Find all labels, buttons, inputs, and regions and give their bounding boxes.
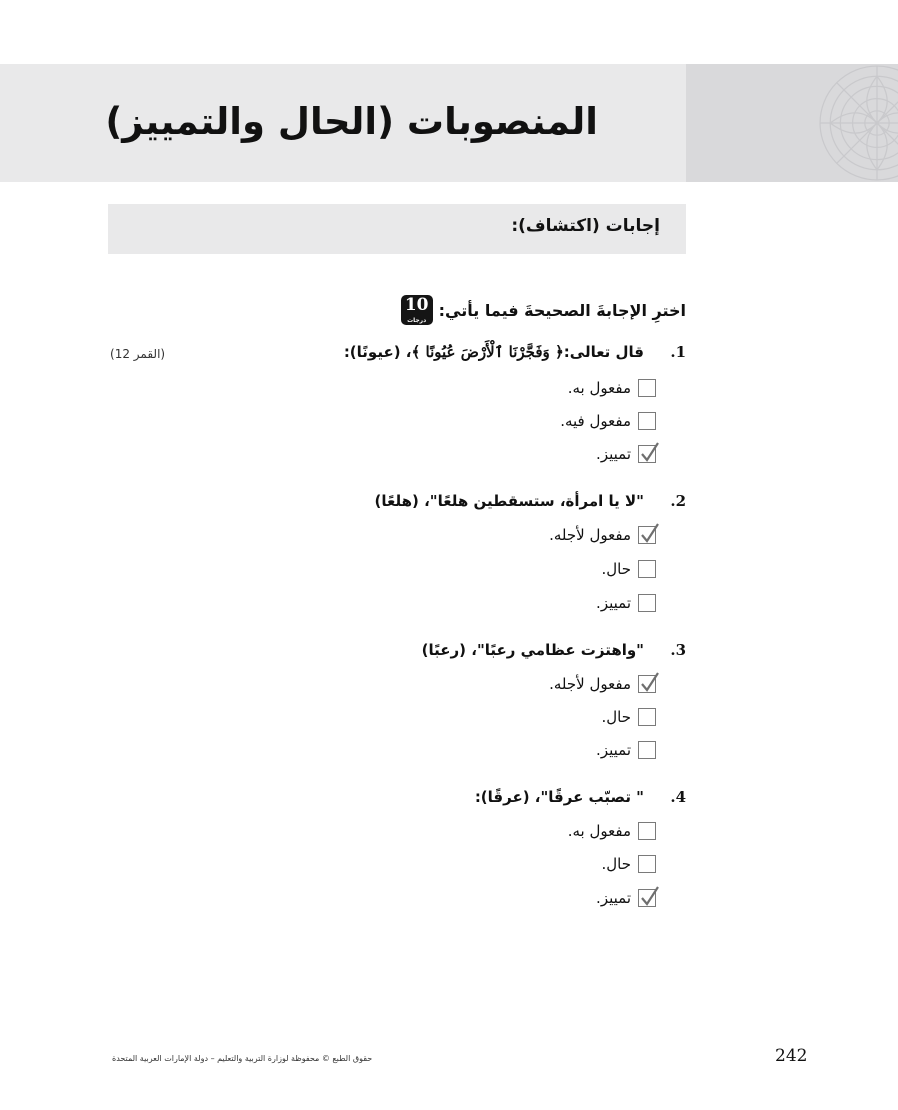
q2-option-2[interactable] bbox=[601, 560, 656, 578]
option-label: مفعول به. bbox=[567, 822, 631, 840]
question-1 bbox=[344, 343, 686, 361]
question-text: "لا يا امرأة، ستسقطين هلعًا"، (هلعًا) bbox=[374, 492, 644, 510]
checkbox-checked[interactable] bbox=[638, 445, 656, 463]
ornament-icon bbox=[816, 64, 898, 182]
check-icon bbox=[640, 671, 660, 693]
option-label: حال. bbox=[601, 560, 631, 578]
checkbox[interactable] bbox=[638, 855, 656, 873]
q2-option-1[interactable] bbox=[549, 526, 656, 544]
question-prefix: قال تعالى: bbox=[563, 343, 644, 361]
verse-reference: (القمر 12) bbox=[110, 347, 166, 361]
check-icon bbox=[640, 885, 660, 907]
checkbox[interactable] bbox=[638, 412, 656, 430]
title-side-panel bbox=[686, 64, 898, 182]
checkbox[interactable] bbox=[638, 379, 656, 397]
option-label: تمييز. bbox=[596, 445, 631, 463]
checkbox-checked[interactable] bbox=[638, 526, 656, 544]
q1-option-2[interactable] bbox=[560, 412, 656, 430]
question-number: 2. bbox=[670, 492, 686, 510]
option-label: تمييز. bbox=[596, 741, 631, 759]
option-label: مفعول فيه. bbox=[560, 412, 631, 430]
option-label: حال. bbox=[601, 855, 631, 873]
checkbox[interactable] bbox=[638, 594, 656, 612]
question-2 bbox=[375, 492, 686, 510]
checkbox-checked[interactable] bbox=[638, 675, 656, 693]
q4-option-3[interactable] bbox=[596, 889, 656, 907]
instruction-text: اخترِ الإجابةَ الصحيحةَ فيما يأتي: bbox=[438, 300, 686, 320]
q4-option-2[interactable] bbox=[601, 855, 656, 873]
q3-option-1[interactable] bbox=[549, 675, 656, 693]
option-label: تمييز. bbox=[596, 594, 631, 612]
question-verse: ﴿ وَفَجَّرْنَا ٱلْأَرْضَ عُيُونًا ﴾ bbox=[411, 343, 564, 361]
checkbox[interactable] bbox=[638, 741, 656, 759]
section-title: إجابات (اكتشاف): bbox=[511, 216, 660, 236]
instruction bbox=[401, 295, 686, 325]
option-label: مفعول لأجله. bbox=[549, 526, 631, 544]
page-title: المنصوبات (الحال والتمييز) bbox=[105, 100, 598, 143]
q1-option-3[interactable] bbox=[596, 445, 656, 463]
question-text: "واهتزت عظامي رعبًا"، (رعبًا) bbox=[421, 641, 644, 659]
option-label: مفعول به. bbox=[567, 379, 631, 397]
checkbox[interactable] bbox=[638, 822, 656, 840]
score-unit: درجات bbox=[407, 317, 427, 324]
check-icon bbox=[640, 522, 660, 544]
q4-option-1[interactable] bbox=[568, 822, 656, 840]
option-label: مفعول لأجله. bbox=[549, 675, 631, 693]
option-label: حال. bbox=[601, 708, 631, 726]
score-value: 10 bbox=[404, 295, 429, 315]
question-4 bbox=[475, 788, 686, 806]
check-icon bbox=[640, 441, 660, 463]
question-number: 4. bbox=[670, 788, 686, 806]
question-3 bbox=[422, 641, 686, 659]
q1-option-1[interactable] bbox=[568, 379, 656, 397]
question-number: 1. bbox=[670, 343, 686, 361]
q2-option-3[interactable] bbox=[596, 594, 656, 612]
checkbox[interactable] bbox=[638, 560, 656, 578]
score-badge bbox=[401, 295, 433, 325]
footer-copyright: حقوق الطبع © محفوظة لوزارة التربية والتعليم – دولة الإمارات العربية المتحدة bbox=[112, 1054, 373, 1063]
q3-option-2[interactable] bbox=[601, 708, 656, 726]
checkbox-checked[interactable] bbox=[638, 889, 656, 907]
q3-option-3[interactable] bbox=[596, 741, 656, 759]
option-label: تمييز. bbox=[596, 889, 631, 907]
question-suffix: ، (عيونًا): bbox=[343, 343, 412, 361]
page-number: 242 bbox=[775, 1046, 808, 1066]
checkbox[interactable] bbox=[638, 708, 656, 726]
question-text: " تصبّب عرقًا"، (عرقًا): bbox=[474, 788, 644, 806]
question-number: 3. bbox=[670, 641, 686, 659]
